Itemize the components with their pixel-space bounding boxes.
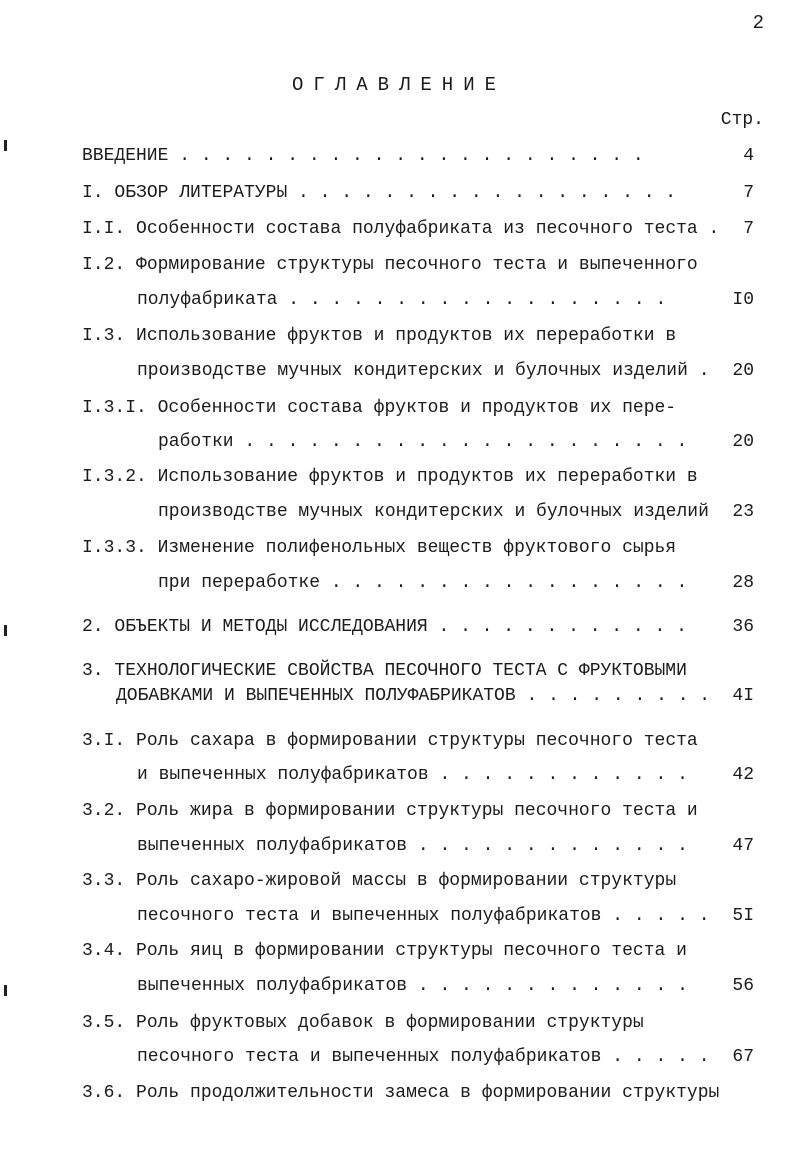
toc-entry-3-2[interactable] [82,801,698,821]
page-number: 2 [752,12,764,34]
toc-entry-text: ОБЗОР ЛИТЕРАТУРЫ . . . . . . . . . . . . . . . . . . [114,183,677,203]
toc-entry-number: I.3.I. [82,398,147,418]
toc-page-number: 20 [732,361,754,381]
toc-entry-number: I.3.3. [82,538,147,558]
toc-page-number: 4I [732,686,754,706]
toc-entry-3-5[interactable] [82,1013,644,1033]
binding-mark [4,985,7,996]
toc-page-number: 67 [732,1047,754,1067]
toc-entry-continuation: производстве мучных кондитерских и булочных изделий . [137,361,710,381]
toc-entry-continuation: ДОБАВКАМИ И ВЫПЕЧЕННЫХ ПОЛУФАБРИКАТОВ . . . . . . . . . [116,686,711,706]
toc-entry-text: Использование фруктов и продуктов их переработки в [157,467,698,487]
binding-mark [4,140,7,151]
toc-entry-3-3[interactable] [82,871,676,891]
toc-entry-continuation: полуфабриката . . . . . . . . . . . . . . . . . . [137,290,667,310]
toc-entry-number: 3. [82,661,104,681]
toc-entry-text: Роль сахаро-жировой массы в формировании структуры [136,871,677,891]
toc-page-number: 7 [743,219,754,239]
toc-entry-number: I.2. [82,255,126,275]
toc-page-number: 28 [732,573,754,593]
toc-entry-text: Роль продолжительности замеса в формировании структуры [136,1083,720,1103]
toc-page-number: 42 [732,765,754,785]
toc-entry-2[interactable] [82,617,687,637]
toc-entry-continuation: производстве мучных кондитерских и булочных изделий [158,502,709,522]
toc-page-number: 4 [743,146,754,166]
toc-entry-text: Особенности состава фруктов и продуктов их пере- [157,398,677,418]
toc-entry-3-6[interactable] [82,1083,719,1103]
toc-entry-number: 3.2. [82,801,126,821]
toc-page-number: 5I [732,906,754,926]
toc-entry-3-1[interactable] [82,731,698,751]
toc-title: ОГЛАВЛЕНИЕ [291,74,507,96]
toc-entry-text: ВВЕДЕНИЕ . . . . . . . . . . . . . . . . . . . . . . [82,146,644,166]
toc-entry-number: 3.3. [82,871,126,891]
toc-entry-introduction[interactable] [82,146,644,166]
toc-entry-text: Формирование структуры песочного теста и выпеченного [136,255,698,275]
toc-entry-number: I.I. [82,219,126,239]
toc-entry-text: Роль сахара в формировании структуры песочного теста [136,731,698,751]
toc-entry-text: Использование фруктов и продуктов их переработки в [136,326,677,346]
toc-entry-number: 3.5. [82,1013,126,1033]
toc-entry-1-1[interactable] [82,219,719,239]
toc-entry-text: Изменение полифенольных веществ фруктового сырья [157,538,677,558]
toc-entry-number: 3.4. [82,941,126,961]
page-column-label: Стр. [720,110,764,130]
toc-entry-1-3-1[interactable] [82,398,676,418]
toc-entry-1-3-3[interactable] [82,538,676,558]
toc-entry-text: Роль жира в формировании структуры песочного теста и [136,801,698,821]
toc-entry-number: 2. [82,617,104,637]
toc-entry-text: Особенности состава полуфабриката из песочного теста . [136,219,720,239]
toc-page-number: 47 [732,836,754,856]
toc-entry-1[interactable] [82,183,676,203]
toc-entry-number: 3.I. [82,731,126,751]
toc-page-number: I0 [732,290,754,310]
toc-page-number: 7 [743,183,754,203]
toc-page-number: 23 [732,502,754,522]
toc-entry-continuation: и выпеченных полуфабрикатов . . . . . . . . . . . . [137,765,688,785]
toc-entry-text: Роль яиц в формировании структуры песочного теста и [136,941,687,961]
toc-entry-1-3[interactable] [82,326,676,346]
toc-entry-continuation: при переработке . . . . . . . . . . . . . . . . . [158,573,688,593]
toc-page-number: 20 [732,432,754,452]
toc-entry-1-3-2[interactable] [82,467,698,487]
toc-entry-text: ОБЪЕКТЫ И МЕТОДЫ ИССЛЕДОВАНИЯ . . . . . . . . . . . . [114,617,687,637]
toc-entry-number: I.3. [82,326,126,346]
toc-entry-text: Роль фруктовых добавок в формировании структуры [136,1013,644,1033]
toc-page-number: 56 [732,976,754,996]
toc-entry-3[interactable] [82,661,687,681]
toc-entry-continuation: выпеченных полуфабрикатов . . . . . . . . . . . . . [137,836,688,856]
toc-entry-continuation: песочного теста и выпеченных полуфабрикатов . . . . . [137,1047,710,1067]
toc-entry-text: ТЕХНОЛОГИЧЕСКИЕ СВОЙСТВА ПЕСОЧНОГО ТЕСТА С ФРУКТОВЫМИ [114,661,687,681]
toc-entry-continuation: работки . . . . . . . . . . . . . . . . . . . . . [158,432,688,452]
toc-page-number: 36 [732,617,754,637]
binding-mark [4,625,7,636]
toc-entry-1-2[interactable] [82,255,698,275]
toc-entry-3-4[interactable] [82,941,687,961]
toc-entry-number: I.3.2. [82,467,147,487]
toc-entry-continuation: песочного теста и выпеченных полуфабрикатов . . . . . [137,906,710,926]
toc-entry-continuation: выпеченных полуфабрикатов . . . . . . . . . . . . . [137,976,688,996]
toc-entry-number: 3.6. [82,1083,126,1103]
toc-entry-number: I. [82,183,104,203]
